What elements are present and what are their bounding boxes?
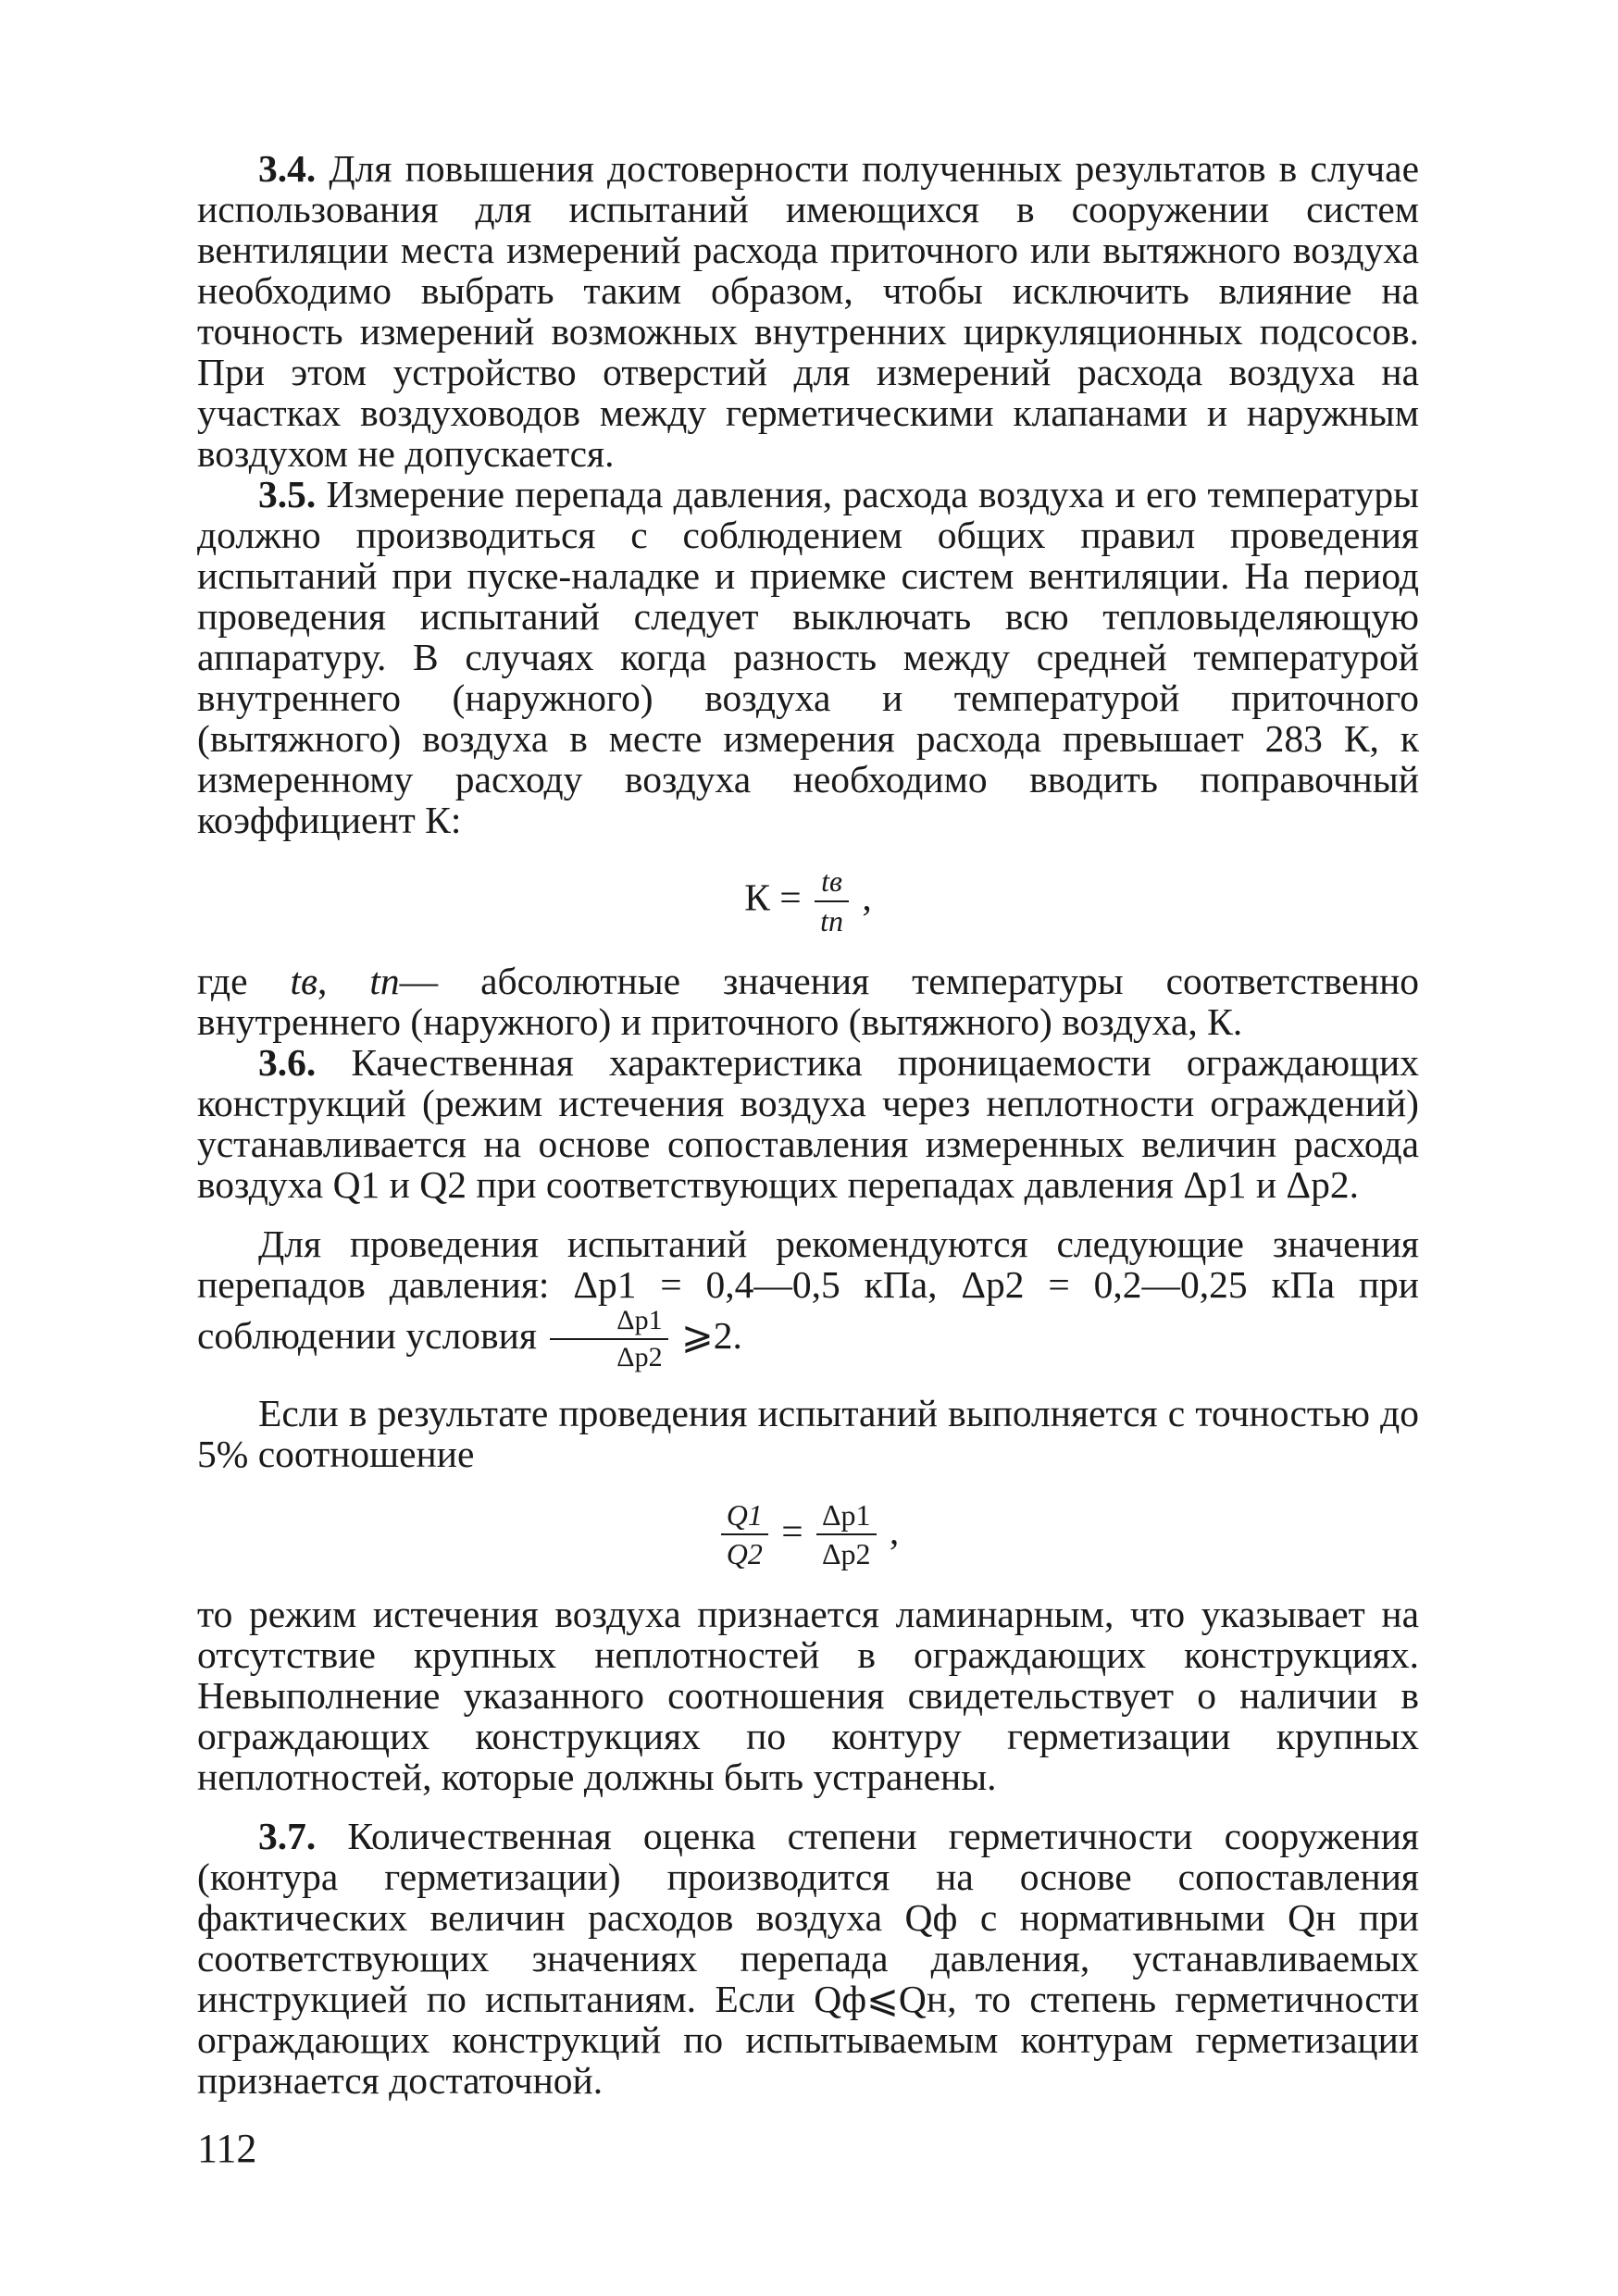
paragraph-3-7	[197, 1816, 1419, 2101]
paragraph-3-6	[197, 1042, 1419, 1205]
fraction-numerator: Q1	[726, 1497, 763, 1532]
formula-k	[197, 864, 1419, 938]
formula-right-fraction	[816, 1498, 877, 1572]
formula-left-fraction	[721, 1498, 768, 1572]
paragraph-text: Для повышения достоверности полученных результатов в случае использования для испытаний имеющихся в сооружении систем вентиляции места измерений расхода приточного или вытяжного воздуха необходимо выбрать таким образом, чтобы исключить влияние на точность измерений возможных внутренних циркуляционных подсосов. При этом устройство отверстий для измерений расхода воздуха на участках воздуховодов между герметическими клапанами и наружным воздухом не допускается.	[197, 147, 1419, 475]
paragraph-3-5	[197, 474, 1419, 840]
fraction-denominator: Δp2	[821, 1537, 871, 1571]
paragraph-where	[197, 961, 1419, 1042]
fraction-numerator: Δp1	[550, 1305, 667, 1341]
paragraph-text: Измерение перепада давления, расхода воздуха и его температуры должно производиться с соблюдением общих правил проведения испытаний при пуске-наладке и приемке систем вентиляции. На период проведения испытаний следует выключать всю тепловыделяющую аппаратуру. В случаях когда разность между средней температурой внутреннего (наружного) воздуха и температурой приточного (вытяжного) воздуха в месте измерения расхода превышает 283 К, к измеренному расходу воздуха необходимо вводить поправочный коэффициент К:	[197, 473, 1419, 841]
paragraph-text: — абсолютные значения температуры соответственно внутреннего (наружного) и приточного (вытяжного) воздуха, К.	[197, 959, 1420, 1043]
paragraph-3-4	[197, 148, 1419, 474]
paragraph-text: Количественная оценка степени герметичности сооружения (контура герметизации) производится на основе сопоставления фактических величин расходов воздуха Qф с нормативными Qн при соответствующих значениях перепада давления, устанавливаемых инструкцией по испытаниям. Если Qф⩽Qн, то степень герметичности ограждающих конструкций по испытываемым контурам герметизации признается достаточной.	[197, 1815, 1419, 2103]
paragraph-3-6-c	[197, 1393, 1419, 1474]
formula-tail: ,	[889, 1508, 900, 1552]
paragraph-text: Для проведения испытаний рекомендуются следующие значения перепадов давления: Δp1 = 0,4—0,5 кПа, Δp2 = 0,2—0,25 кПа при соблюдении условия	[197, 1222, 1419, 1357]
formula-tail: ,	[862, 875, 872, 919]
paragraph-3-6-d	[197, 1594, 1419, 1797]
paragraph-3-6-b	[197, 1223, 1419, 1374]
body-text	[197, 148, 1419, 2101]
paragraph-text: то режим истечения воздуха признается ламинарным, что указывает на отсутствие крупных неплотностей в ограждающих конструкциях. Невыполнение указанного соотношения свидетельствует о наличии в ограждающих конструкциях по контуру герметизации крупных неплотностей, которые должны быть устранены.	[197, 1593, 1419, 1799]
condition-tail: ⩾2.	[680, 1313, 742, 1357]
formula-fraction	[815, 864, 849, 938]
condition-fraction	[550, 1305, 667, 1374]
paragraph-text: Качественная характеристика проницаемости ограждающих конструкций (режим истечения воздуха через неплотности ограждений) устанавливается на основе сопоставления измеренных величин расхода воздуха Q1 и Q2 при соответствующих перепадах давления Δp1 и Δp2.	[197, 1040, 1420, 1206]
clause-number: 3.6.	[258, 1040, 317, 1084]
formula-lhs: К =	[744, 875, 802, 919]
formula-ratio	[197, 1498, 1419, 1572]
var-tp: tп	[369, 959, 400, 1002]
clause-number: 3.7.	[258, 1815, 317, 1858]
clause-number: 3.5.	[258, 473, 317, 515]
var-tv: tв	[290, 959, 318, 1002]
fraction-denominator: Q2	[726, 1537, 763, 1571]
page-number: 112	[197, 2126, 257, 2171]
formula-equals: =	[781, 1508, 803, 1552]
clause-number: 3.4.	[258, 147, 317, 190]
fraction-numerator: Δp1	[816, 1498, 877, 1536]
where-sep: ,	[317, 959, 328, 1002]
paragraph-text: Если в результате проведения испытаний выполняется с точностью до 5% соотношение	[197, 1391, 1419, 1475]
fraction-denominator: Δp2	[616, 1342, 663, 1373]
fraction-numerator: tв	[821, 864, 842, 898]
where-prefix: где	[197, 959, 248, 1002]
fraction-denominator: tп	[820, 903, 843, 937]
